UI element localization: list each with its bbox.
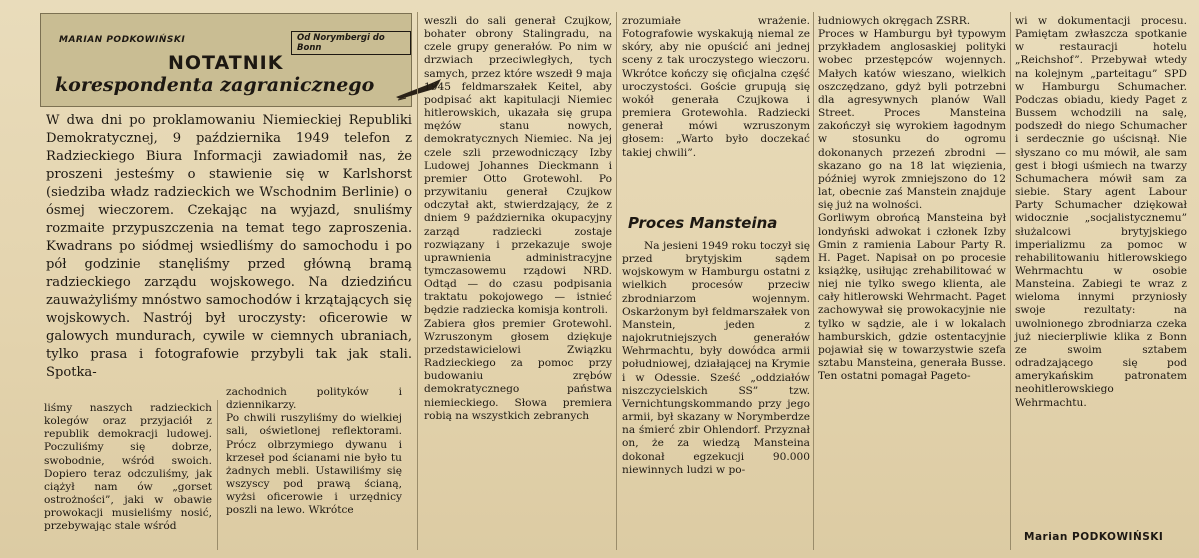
column-rule [813, 12, 814, 550]
column-rule [616, 12, 617, 550]
column-title: NOTATNIK [168, 52, 284, 74]
paragraph: wi w dokumentacji procesu. Pamiętam zwłaszcza spotkanie w restauracji hotelu „Reichshof”. Przebywał wtedy na kolejnym „parteitagu” SPD w Hamburgu Schumacher. Podczas obiadu, kiedy Paget z Bussem wchodzili na salę, podszedł do niego Schumacher i serdecznie go uścisnął. Nie słyszano co mu mówił, ale sam gest i błogi uśmiech na twarzy Schumachera mówił sam za siebie. Stary agent Labour Party Schumacher dziękował widocznie „socjalistycznemu” służalcowi brytyjskiego imperializmu za pomoc w rehabilitowaniu hitlerowskiego Wehrmachtu w osobie Mansteina. Zabiegi te wraz z wieloma innymi przyniosły swoje rezultaty: na uwolnionego zbrodniarza czeka już niecierpliwie klika z Bonn ze swoim sztabem odradzającego się pod amerykańskim patronatem neohitlerowskiego Wehrmachtu. [1015, 15, 1187, 409]
text-column-4 [622, 15, 810, 160]
lead-paragraph: W dwa dni po proklamowaniu Niemieckiej Republiki Demokratycznej, 9 października 1949 telefon z Radzieckiego Biura Informacji zawiadomił nas, że proszeni jesteśmy o stawienie się w Karlshorst (siedziba władz radzieckich we Wschodnim Berlinie) o ósmej wieczorem. Czekając na wyjazd, snuliśmy rozmaite przypuszczenia na temat tego zaproszenia. Kwadrans po siódmej wsiedliśmy do samochodu i po pół godzinie stanęliśmy przed główną bramą radzieckiego zarządu wojskowego. Na dziedzińcu zauważyliśmy mnóstwo samochodów i krzątających się wojskowych. Nastrój był uroczysty: oficerowie w galowych mundurach, cywile w ciemnych ubraniach, tylko prasa i fotografowie przybyli tak jak stali. Spotka- [46, 113, 412, 380]
paragraph: zrozumiałe wrażenie. Fotografowie wyskakują niemal ze skóry, aby nie opuścić ani jednej sceny z tak uroczystego wieczoru. Wkrótce kończy się oficjalna część uroczystości. Goście grupują się wokół generała Czujkowa i premiera Grotewohla. Radziecki generał mówi wzruszonym głosem: „Warto było doczekać takiej chwili”. [622, 15, 810, 159]
paragraph: Na jesieni 1949 roku toczył się przed brytyjskim sądem wojskowym w Hamburgu ostatni z wielkich procesów przeciw zbrodniarzom wojennym. Oskarżonym był feldmarszałek von Manstein, jeden z najokrutniejszych generałów Wehrmachtu, były dowódca armii południowej, działającej na Krymie i w Odessie. Sześć „oddziałów niszczycielskich SS” tzw. Vernichtungskommando przy jego armii, był skazany w Norymberdze na śmierć zbir Ohlendorf. Przyznał on, że za wiedzą Mansteina dokonał egzekucji 90.000 niewinnych ludzi w po- [622, 240, 810, 476]
text-column-5 [818, 15, 1006, 383]
column-rule [217, 400, 218, 550]
column-header [40, 13, 412, 107]
paragraph: liśmy naszych radzieckich kolegów oraz przyjaciół z republik demokracji ludowej. Poczuliśmy się dobrze, swobodnie, wśród swoich. Dopiero teraz odczuliśmy, jak ciążył nam ów „gorset ostrożności”, jaki w obawie prowokacji musieliśmy nosić, przebywając stale wśród [44, 402, 212, 533]
text-column-2 [226, 386, 402, 518]
author-signature: Marian PODKOWIŃSKI [1024, 531, 1164, 543]
section-subheading: Proces Mansteina [628, 214, 778, 232]
series-badge: Od Norymbergi do Bonn [291, 31, 411, 55]
text-column-1 [44, 402, 212, 534]
column-subtitle: korespondenta zagranicznego [55, 74, 375, 96]
text-column-6 [1015, 15, 1187, 410]
paragraph: weszli do sali generał Czujkow, bohater obrony Stalingradu, na czele grupy generałów. Po nim w drzwiach przeciwległych, tych samych, przez które wszedł 9 maja 1945 feldmarszałek Keitel, aby podpisać akt kapitulacji Niemiec hitlerowskich, ukazała się grupa mężów stanu nowych, demokratycznych Niemiec. Na jej czele szli przewodniczący Izby Ludowej Johannes Dieckmann i premier Otto Grotewohl. Po przywitaniu generał Czujkow odczytał akt, stwierdzający, że z dniem 9 października okupacyjny zarząd radziecki zostaje rozwiązany i przekazuje swoje uprawnienia administracyjne tymczasowemu rządowi NRD. Odtąd — do czasu podpisania traktatu pokojowego — istnieć będzie radziecka komisja kontroli. Zabiera głos premier Grotewohl. Wzruszonym głosem dziękuje przedstawicielowi Związku Radzieckiego za pomoc przy budowaniu zrębów demokratycznego państwa niemieckiego. Słowa premiera robią na wszystkich zebranych [424, 15, 612, 422]
column-rule [1010, 12, 1011, 550]
text-column-3 [424, 15, 612, 423]
header-author: MARIAN PODKOWIŃSKI [59, 35, 186, 45]
text-column-4b [622, 240, 810, 477]
paragraph: łudniowych okręgach ZSRR. Proces w Hamburgu był typowym przykładem anglosaskiej polityki wobec przestępców wojennych. Małych katów wieszano, wielkich oszczędzano, gdyż byli potrzebni dla agresywnych planów Wall Street. Proces Mansteina zakończył się wyrokiem łagodnym w stosunku do ogromu dokonanych przezeń zbrodni — skazano go na 18 lat więzienia, później wyrok zmniejszono do 12 lat, obecnie zaś Manstein znajduje się już na wolności. Gorliwym obrońcą Mansteina był londyński adwokat i członek Izby Gmin z ramienia Labour Party R. H. Paget. Napisał on po procesie książkę, usiłując zrehabilitować w niej nie tylko swego klienta, ale cały hitlerowski Wehrmacht. Paget zachowywał się prowokacyjnie nie tylko w sądzie, ale i w lokalach hamburskich, gdzie ostentacyjnie pojawiał się w towarzystwie szefa sztabu Mansteina, generała Busse. Ten ostatni pomagał Pageto- [818, 15, 1006, 383]
column-rule [417, 12, 418, 550]
paragraph: zachodnich polityków i dziennikarzy. Po chwili ruszyliśmy do wielkiej sali, oświetlonej reflektorami. Prócz olbrzymiego dywanu i krzeseł pod ścianami nie było tu żadnych mebli. Ustawiliśmy się wszyscy pod prawą ścianą, wyżsi oficerowie i urzędnicy poszli na lewo. Wkrótce [226, 386, 402, 517]
